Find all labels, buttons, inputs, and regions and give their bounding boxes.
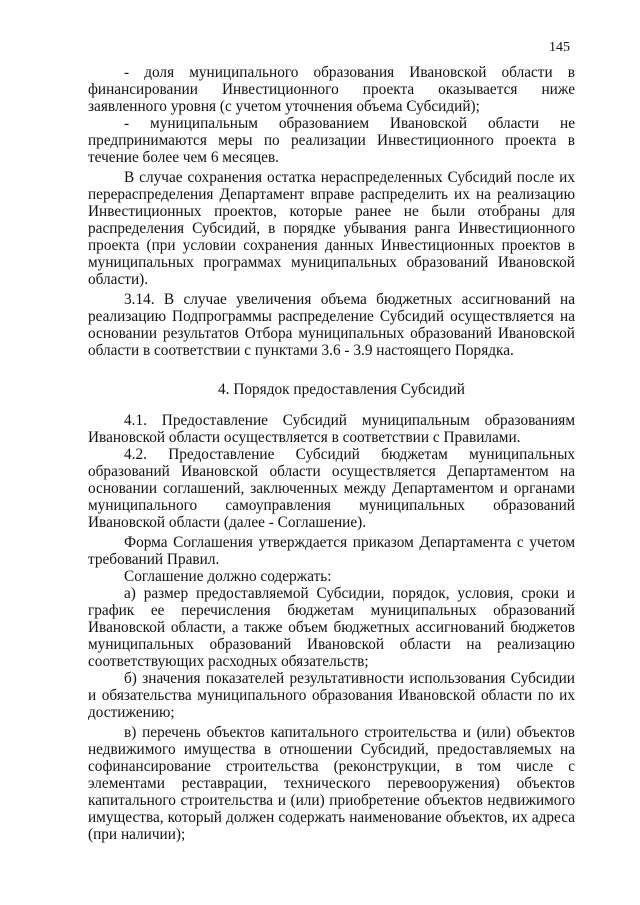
list-item-a: а) размер предоставляемой Субсидии, порядок, условия, сроки и график ее перечисления бюджетам муниципальных образований Ивановской области, а также объем бюджетных ассигнований бюджетов муниципальных образований Ивановской области на реализацию соответствующих расходных обязательств; [88, 585, 575, 670]
paragraph: Форма Соглашения утверждается приказом Департамента с учетом требований Правил. [88, 534, 575, 568]
document-body [88, 64, 575, 843]
paragraph-4-1: 4.1. Предоставление Субсидий муниципальным образованиям Ивановской области осуществляется в соответствии с Правилами. [88, 412, 575, 446]
list-item-dash: - муниципальным образованием Ивановской области не предпринимаются меры по реализации Инвестиционного проекта в течение более чем 6 месяцев. [88, 115, 575, 166]
page-number: 145 [549, 40, 570, 55]
paragraph-4-2: 4.2. Предоставление Субсидий бюджетам муниципальных образований Ивановской области осуществляется Департаментом на основании соглашений, заключенных между Департаментом и органами муниципального самоуправления муниципальных образований Ивановской области (далее - Соглашение). [88, 446, 575, 531]
list-item-dash: - доля муниципального образования Ивановской области в финансировании Инвестиционного проекта оказывается ниже заявленного уровня (с учетом уточнения объема Субсидий); [88, 64, 575, 115]
list-item-v: в) перечень объектов капитального строительства и (или) объектов недвижимого имущества в отношении Субсидий, предоставляемых на софинансирование строительства (реконструкции, в том числе с элементами реставрации, технического перевооружения) объектов капитального строительства и (или) приобретение объектов недвижимого имущества, который должен содержать наименование объектов, их адреса (при наличии); [88, 724, 575, 843]
list-item-b: б) значения показателей результативности использования Субсидии и обязательства муниципального образования Ивановской области по их достижению; [88, 670, 575, 721]
paragraph-3-14: 3.14. В случае увеличения объема бюджетных ассигнований на реализацию Подпрограммы распределение Субсидий осуществляется на основании результатов Отбора муниципальных образований Ивановской области в соответствии с пунктами 3.6 - 3.9 настоящего Порядка. [88, 291, 575, 359]
paragraph: В случае сохранения остатка нераспределенных Субсидий после их перераспределения Департамент вправе распределить их на реализацию Инвестиционных проектов, которые ранее не были отобраны для распределения Субсидий, в порядке убывания ранга Инвестиционного проекта (при условии сохранения данных Инвестиционных проектов в муниципальных программах муниципальных образований Ивановской области). [88, 169, 575, 288]
section-heading: 4. Порядок предоставления Субсидий [218, 381, 465, 398]
paragraph: Соглашение должно содержать: [124, 568, 332, 585]
